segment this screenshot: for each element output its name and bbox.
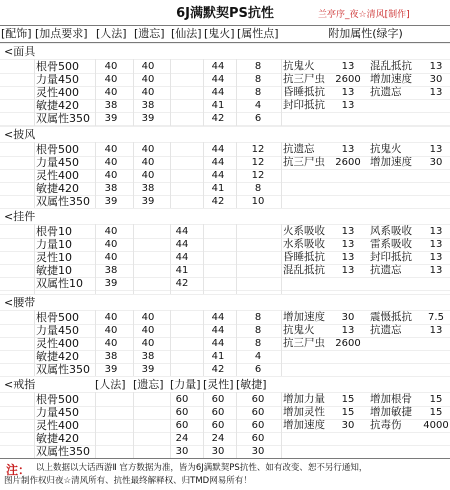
value-cell: 60: [251, 420, 265, 431]
value-cell: 8: [254, 87, 262, 98]
points-label: 力量450: [36, 73, 79, 86]
attr-cell: 30: [429, 74, 443, 85]
grid-line: [203, 392, 204, 458]
value-cell: 44: [211, 74, 225, 85]
value-cell: 44: [211, 170, 225, 181]
value-cell: [130, 445, 166, 458]
attr-cell: [370, 350, 422, 363]
value-cell: 40: [141, 87, 155, 98]
value-cell: 44: [211, 61, 225, 72]
attr-cell: 风系吸收: [370, 225, 412, 237]
value-cell: 8: [254, 325, 262, 336]
grid-line: [95, 142, 96, 208]
points-label: 敏捷420: [36, 432, 79, 445]
value-cell: 60: [211, 394, 225, 405]
grid-line: [236, 142, 237, 208]
points-label: 敏捷420: [36, 99, 79, 112]
points-label: 双属性350: [36, 195, 90, 208]
header-slot: [配饰]: [1, 27, 32, 40]
value-cell: [130, 419, 166, 432]
attr-cell: 封印抵抗: [283, 99, 325, 111]
value-cell: 44: [175, 239, 189, 250]
value-cell: 42: [211, 196, 225, 207]
points-label: 根骨500: [36, 143, 79, 156]
value-cell: [240, 238, 276, 251]
value-cell: 8: [254, 183, 262, 194]
value-cell: 4: [254, 100, 262, 111]
attr-cell: 昏睡抵抗: [283, 251, 325, 263]
value-cell: 6: [254, 364, 262, 375]
value-cell: 38: [104, 183, 118, 194]
points-label: 灵性400: [36, 419, 79, 432]
value-cell: 60: [175, 407, 189, 418]
points-label: 双属性350: [36, 112, 90, 125]
attr-cell: 13: [341, 87, 355, 98]
grid-line: [281, 310, 282, 376]
value-cell: 39: [104, 113, 118, 124]
points-label: 力量450: [36, 324, 79, 337]
attr-cell: 封印抵抗: [370, 251, 412, 263]
points-label: 敏捷420: [36, 182, 79, 195]
value-cell: 40: [104, 312, 118, 323]
value-cell: 40: [141, 144, 155, 155]
attr-cell: 15: [429, 407, 443, 418]
note-line-2: 图片制作权归夜☆清风所有、抗性最终解释权、归TMD网易所有！: [4, 476, 252, 486]
value-cell: [200, 238, 236, 251]
value-cell: 41: [175, 265, 189, 276]
grid-line: [34, 310, 35, 376]
grid-line: [203, 224, 204, 294]
page-title: 6J满默契PS抗性: [176, 6, 274, 21]
attr-cell: 增加灵性: [283, 406, 325, 418]
value-cell: 60: [251, 394, 265, 405]
value-cell: 4: [254, 351, 262, 362]
value-cell: [130, 225, 166, 238]
attr-cell: 2600: [335, 338, 361, 349]
ring-header: [灵性]: [203, 378, 234, 391]
attr-cell: 4000: [423, 420, 449, 431]
section-label: <戒指: [4, 378, 36, 391]
value-cell: 24: [211, 433, 225, 444]
attr-cell: 抗鬼火: [283, 60, 315, 72]
attr-cell: 增加速度: [370, 73, 412, 85]
value-cell: 39: [104, 364, 118, 375]
header-guihuo: [鬼火]: [204, 27, 235, 40]
value-cell: 40: [141, 74, 155, 85]
value-cell: [130, 393, 166, 406]
value-cell: 42: [211, 364, 225, 375]
grid-line: [281, 142, 282, 208]
value-cell: 60: [211, 420, 225, 431]
attr-cell: 增加速度: [283, 419, 325, 431]
value-cell: 8: [254, 338, 262, 349]
attr-cell: 抗三尸虫: [283, 337, 325, 349]
grid-line: [133, 142, 134, 208]
attr-cell: [283, 432, 335, 445]
value-cell: [130, 432, 166, 445]
header-points: [加点要求]: [35, 27, 88, 40]
attr-cell: [370, 432, 422, 445]
grid-line: [281, 59, 282, 126]
value-cell: 30: [175, 446, 189, 457]
value-cell: 60: [251, 407, 265, 418]
attr-cell: 30: [429, 157, 443, 168]
value-cell: 38: [104, 265, 118, 276]
attr-cell: [283, 350, 335, 363]
value-cell: [93, 419, 129, 432]
grid-line: [133, 224, 134, 294]
value-cell: 40: [104, 144, 118, 155]
value-cell: [240, 251, 276, 264]
attr-cell: 抗遗忘: [370, 86, 402, 98]
grid-line: [95, 392, 96, 458]
attr-cell: 增加速度: [370, 156, 412, 168]
grid-line: [0, 25, 450, 26]
note-label: 注：: [6, 463, 31, 477]
header-human: [人法]: [96, 27, 127, 40]
header-extra: 附加属性(绿字): [328, 27, 403, 40]
attr-cell: 13: [429, 265, 443, 276]
value-cell: 44: [211, 325, 225, 336]
value-cell: 8: [254, 312, 262, 323]
attr-cell: 15: [429, 394, 443, 405]
grid-line: [34, 392, 35, 458]
points-label: 双属性350: [36, 445, 90, 458]
attr-cell: 30: [341, 420, 355, 431]
points-label: 双属性350: [36, 363, 90, 376]
value-cell: 12: [251, 170, 265, 181]
attr-cell: 7.5: [428, 312, 444, 323]
value-cell: 30: [211, 446, 225, 457]
value-cell: [130, 406, 166, 419]
grid-line: [95, 59, 96, 126]
attr-cell: [418, 169, 450, 182]
attr-cell: [418, 99, 450, 112]
value-cell: 42: [211, 113, 225, 124]
ring-header: [人法]: [95, 378, 126, 391]
points-label: 力量450: [36, 156, 79, 169]
value-cell: 40: [104, 239, 118, 250]
attr-cell: [370, 182, 422, 195]
value-cell: 39: [141, 113, 155, 124]
attr-cell: 抗三尸虫: [283, 156, 325, 168]
grid-line: [133, 392, 134, 458]
value-cell: 38: [104, 351, 118, 362]
value-cell: 40: [104, 170, 118, 181]
grid-line: [0, 126, 450, 127]
grid-line: [170, 392, 171, 458]
ring-header: [力量]: [170, 378, 201, 391]
value-cell: 38: [141, 351, 155, 362]
value-cell: [200, 225, 236, 238]
attr-cell: 13: [341, 100, 355, 111]
value-cell: 41: [211, 100, 225, 111]
section-label: <腰带: [4, 296, 36, 309]
value-cell: 39: [104, 278, 118, 289]
value-cell: 8: [254, 61, 262, 72]
attr-cell: [418, 350, 450, 363]
grid-line: [0, 43, 450, 44]
grid-line: [170, 142, 171, 208]
attr-cell: [418, 182, 450, 195]
attr-cell: [370, 337, 422, 350]
grid-line: [203, 142, 204, 208]
value-cell: 39: [141, 196, 155, 207]
attr-cell: 13: [429, 252, 443, 263]
value-cell: 40: [104, 61, 118, 72]
points-label: 双属性10: [36, 277, 83, 290]
value-cell: 40: [104, 325, 118, 336]
attr-cell: 火系吸收: [283, 225, 325, 237]
value-cell: 44: [211, 157, 225, 168]
value-cell: 42: [175, 278, 189, 289]
points-label: 灵性400: [36, 169, 79, 182]
grid-line: [203, 59, 204, 126]
attr-cell: [330, 432, 366, 445]
value-cell: [200, 277, 236, 290]
points-label: 敏捷420: [36, 350, 79, 363]
value-cell: [93, 445, 129, 458]
attr-cell: 雷系吸收: [370, 238, 412, 250]
points-label: 灵性10: [36, 251, 72, 264]
ring-header: [敏捷]: [236, 378, 267, 391]
attr-cell: 抗鬼火: [283, 324, 315, 336]
value-cell: 40: [141, 312, 155, 323]
value-cell: 60: [175, 394, 189, 405]
value-cell: 40: [104, 157, 118, 168]
value-cell: [200, 251, 236, 264]
grid-line: [95, 224, 96, 294]
value-cell: 41: [211, 351, 225, 362]
attr-cell: 2600: [335, 157, 361, 168]
value-cell: [200, 264, 236, 277]
section-label: <披风: [4, 128, 36, 141]
attr-cell: 震慑抵抗: [370, 311, 412, 323]
attr-cell: 昏睡抵抗: [283, 86, 325, 98]
grid-line: [34, 224, 35, 294]
value-cell: 24: [175, 433, 189, 444]
attr-cell: [330, 350, 366, 363]
attr-cell: [283, 182, 335, 195]
attr-cell: 13: [341, 239, 355, 250]
attr-cell: 混乱抵抗: [283, 264, 325, 276]
attr-cell: 混乱抵抗: [370, 60, 412, 72]
value-cell: [93, 406, 129, 419]
value-cell: 12: [251, 157, 265, 168]
value-cell: 60: [251, 433, 265, 444]
points-label: 灵性400: [36, 86, 79, 99]
grid-line: [236, 224, 237, 294]
value-cell: 44: [211, 87, 225, 98]
attr-cell: [370, 169, 422, 182]
attr-cell: 抗遗忘: [370, 324, 402, 336]
value-cell: 41: [211, 183, 225, 194]
value-cell: 40: [141, 338, 155, 349]
value-cell: [130, 277, 166, 290]
value-cell: 60: [211, 407, 225, 418]
points-label: 力量450: [36, 406, 79, 419]
value-cell: 44: [175, 252, 189, 263]
grid-line: [133, 59, 134, 126]
value-cell: 40: [104, 87, 118, 98]
header-xianfa: [仙法]: [171, 27, 202, 40]
grid-line: [170, 224, 171, 294]
attr-cell: 13: [341, 265, 355, 276]
attr-cell: 抗鬼火: [370, 143, 402, 155]
header-attrval: [属性点]: [237, 27, 279, 40]
value-cell: 40: [104, 252, 118, 263]
grid-line: [133, 310, 134, 376]
value-cell: 39: [104, 196, 118, 207]
section-label: <面具: [4, 45, 36, 58]
grid-line: [170, 59, 171, 126]
grid-line: [34, 142, 35, 208]
attr-cell: 13: [341, 252, 355, 263]
points-label: 根骨500: [36, 393, 79, 406]
grid-line: [34, 59, 35, 126]
grid-line: [203, 310, 204, 376]
value-cell: 44: [175, 226, 189, 237]
attr-cell: 增加根骨: [370, 393, 412, 405]
value-cell: 40: [104, 338, 118, 349]
value-cell: [93, 393, 129, 406]
attr-cell: 抗遗忘: [283, 143, 315, 155]
value-cell: [240, 264, 276, 277]
attr-cell: 13: [429, 144, 443, 155]
attr-cell: [418, 432, 450, 445]
value-cell: 38: [141, 100, 155, 111]
credit-text: 兰亭序_夜☆清风[制作]: [318, 10, 410, 20]
grid-line: [0, 376, 450, 377]
points-label: 敏捷10: [36, 264, 72, 277]
points-label: 根骨10: [36, 225, 72, 238]
attr-cell: [370, 99, 422, 112]
header-yiwang: [遗忘]: [134, 27, 165, 40]
value-cell: 60: [175, 420, 189, 431]
value-cell: [240, 225, 276, 238]
value-cell: [93, 432, 129, 445]
value-cell: 44: [211, 338, 225, 349]
attr-cell: 2600: [335, 74, 361, 85]
value-cell: 44: [211, 312, 225, 323]
attr-cell: 抗三尸虫: [283, 73, 325, 85]
value-cell: 40: [141, 61, 155, 72]
value-cell: 39: [141, 364, 155, 375]
attr-cell: 增加敏捷: [370, 406, 412, 418]
attr-cell: [418, 337, 450, 350]
attr-cell: 13: [341, 144, 355, 155]
grid-line: [236, 392, 237, 458]
points-label: 灵性400: [36, 337, 79, 350]
value-cell: 40: [141, 170, 155, 181]
attr-cell: 抗毒伤: [370, 419, 402, 431]
attr-cell: 13: [341, 325, 355, 336]
attr-cell: 增加速度: [283, 311, 325, 323]
section-label: <挂件: [4, 210, 36, 223]
attr-cell: 30: [341, 312, 355, 323]
attr-cell: 13: [429, 239, 443, 250]
grid-line: [0, 294, 450, 295]
value-cell: 38: [141, 183, 155, 194]
attr-cell: 15: [341, 407, 355, 418]
attr-cell: 13: [341, 61, 355, 72]
points-label: 根骨500: [36, 311, 79, 324]
value-cell: 40: [141, 157, 155, 168]
attr-cell: 13: [429, 87, 443, 98]
attr-cell: [330, 169, 366, 182]
ring-header: [遗忘]: [133, 378, 164, 391]
attr-cell: 13: [429, 226, 443, 237]
grid-line: [170, 310, 171, 376]
value-cell: 30: [251, 446, 265, 457]
attr-cell: 抗遗忘: [370, 264, 402, 276]
attr-cell: 13: [429, 61, 443, 72]
value-cell: 6: [254, 113, 262, 124]
points-label: 根骨500: [36, 60, 79, 73]
value-cell: 40: [141, 325, 155, 336]
points-label: 力量10: [36, 238, 72, 251]
grid-line: [236, 310, 237, 376]
attr-cell: [330, 182, 366, 195]
grid-line: [281, 392, 282, 458]
note-line-1: 以上数据以大话西游Ⅱ 官方数据为准，皆为6J满默契PS抗性、如有改变、恕不另行通知，: [36, 463, 368, 473]
value-cell: 40: [104, 74, 118, 85]
attr-cell: 15: [341, 394, 355, 405]
value-cell: [240, 277, 276, 290]
value-cell: 40: [104, 226, 118, 237]
grid-line: [95, 310, 96, 376]
value-cell: 10: [251, 196, 265, 207]
attr-cell: 增加力量: [283, 393, 325, 405]
grid-line: [0, 458, 450, 459]
value-cell: [130, 264, 166, 277]
value-cell: [130, 238, 166, 251]
grid-line: [0, 208, 450, 209]
grid-line: [281, 224, 282, 294]
grid-line: [0, 290, 450, 291]
attr-cell: 13: [429, 325, 443, 336]
value-cell: 12: [251, 144, 265, 155]
attr-cell: [283, 169, 335, 182]
value-cell: [130, 251, 166, 264]
value-cell: 38: [104, 100, 118, 111]
value-cell: 44: [211, 144, 225, 155]
grid-line: [236, 59, 237, 126]
value-cell: 8: [254, 74, 262, 85]
attr-cell: 水系吸收: [283, 238, 325, 250]
attr-cell: 13: [341, 226, 355, 237]
